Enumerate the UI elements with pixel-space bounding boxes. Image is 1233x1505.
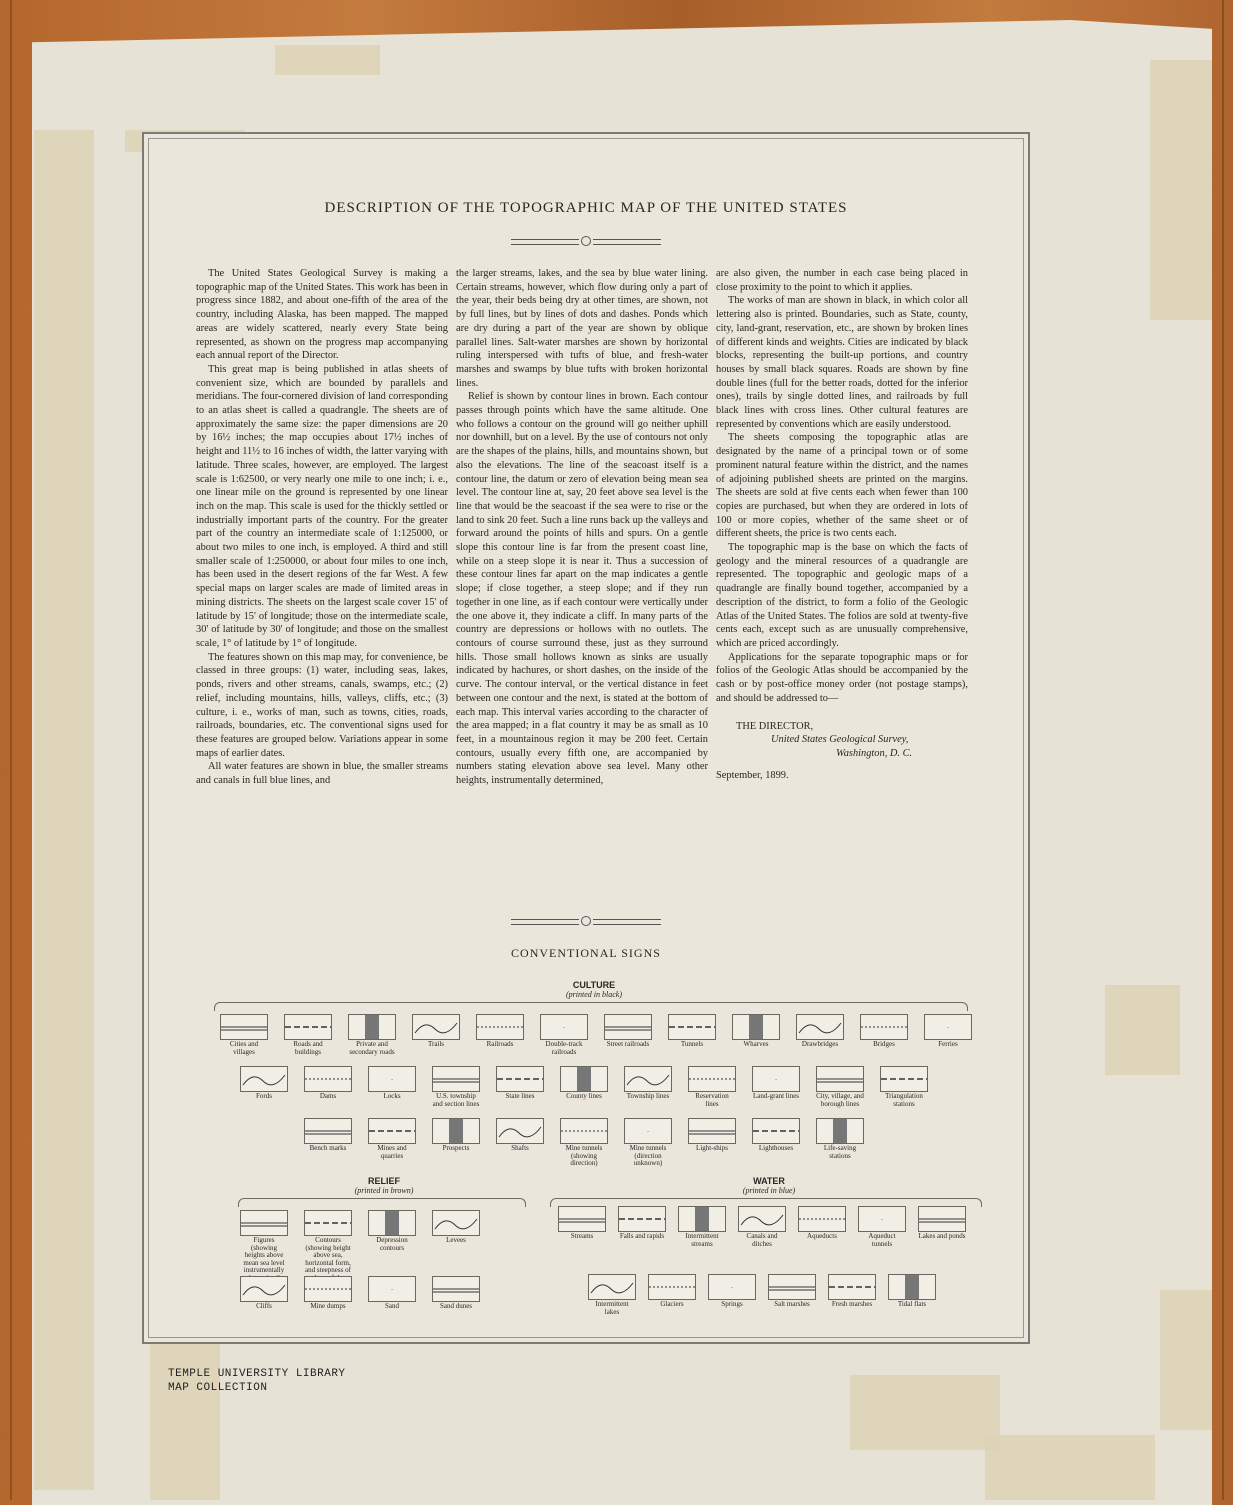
sign-label: Double-track railroads bbox=[545, 1040, 583, 1056]
svg-text:·: · bbox=[774, 1076, 778, 1084]
sign-symbol-icon bbox=[798, 1206, 846, 1232]
tape-strip bbox=[275, 45, 380, 75]
conventional-sign bbox=[678, 1206, 726, 1248]
sign-symbol-icon bbox=[924, 1014, 972, 1040]
sign-label: Private and secondary roads bbox=[349, 1040, 395, 1056]
sign-symbol-icon bbox=[752, 1118, 800, 1144]
sign-symbol-icon bbox=[432, 1066, 480, 1092]
conventional-sign bbox=[816, 1066, 864, 1108]
relief-heading: RELIEF (printed in brown) bbox=[354, 1176, 414, 1195]
conventional-sign bbox=[588, 1274, 636, 1316]
sign-label: Lakes and ponds bbox=[918, 1232, 966, 1240]
sign-symbol-icon bbox=[648, 1274, 696, 1300]
conventional-sign bbox=[888, 1274, 936, 1309]
conventional-sign bbox=[240, 1066, 288, 1101]
paragraph: The topographic map is the base on which the facts of geology and the mineral resources of a quadrangle are represented. The topographic and geologic maps of a quadrangle are finally bound together, accompanied by a description of the district, to form a folio of the Geologic Atlas of the United States. The folios are sold at twenty-five cents each, except such as are unusually comprehensive, which are priced accordingly. bbox=[716, 542, 968, 649]
credit-line-2: MAP COLLECTION bbox=[168, 1382, 268, 1394]
text-column-3 bbox=[716, 267, 968, 782]
sign-symbol-icon bbox=[688, 1066, 736, 1092]
sign-symbol-icon bbox=[588, 1274, 636, 1300]
sign-label: Springs bbox=[721, 1300, 743, 1308]
conventional-sign bbox=[304, 1066, 352, 1101]
paragraph: All water features are shown in blue, the smaller streams and canals in full blue lines, and bbox=[196, 761, 448, 787]
sign-symbol-icon bbox=[304, 1118, 352, 1144]
relief-brace bbox=[238, 1198, 526, 1207]
sign-label: Triangulation stations bbox=[885, 1092, 923, 1108]
conventional-sign bbox=[240, 1210, 288, 1282]
signature-date: September, 1899. bbox=[716, 769, 789, 781]
paragraph: are also given, the number in each case being placed in close proximity to the point to which it applies. bbox=[716, 268, 968, 293]
sign-label: Locks bbox=[383, 1092, 401, 1100]
conventional-sign bbox=[220, 1014, 268, 1056]
conventional-sign bbox=[858, 1206, 906, 1248]
sign-label: County lines bbox=[566, 1092, 602, 1100]
sign-label: Fresh marshes bbox=[831, 1300, 873, 1308]
conventional-sign bbox=[752, 1066, 800, 1101]
sign-label: Prospects bbox=[442, 1144, 470, 1152]
conventional-sign bbox=[368, 1276, 416, 1311]
sign-symbol-icon bbox=[888, 1274, 936, 1300]
sign-symbol-icon bbox=[918, 1206, 966, 1232]
sign-label: Mine tunnels (showing direction) bbox=[565, 1144, 603, 1167]
conventional-sign bbox=[828, 1274, 876, 1309]
svg-text:·: · bbox=[730, 1284, 734, 1292]
sign-label: Tidal flats bbox=[897, 1300, 927, 1308]
conventional-sign bbox=[648, 1274, 696, 1309]
conventional-sign bbox=[738, 1206, 786, 1248]
paragraph: The works of man are shown in black, in which color all lettering also is printed. Boundaries, such as State, county, city, land-grant, reservation, etc., are shown by broken lines of different kinds and weights. Cities are indicated by black blocks, representing the built-up portions, and country houses by small black squares. Roads are shown by fine double lines (full for the better roads, dotted for the inferior ones), trails by single dotted lines, and railroads by full black lines with cross lines. Other cultural features are represented by conventions which are easily understood. bbox=[716, 295, 968, 430]
ornament-divider bbox=[511, 236, 661, 248]
conventional-sign bbox=[368, 1118, 416, 1160]
sign-label: State lines bbox=[505, 1092, 535, 1100]
signature-addressee: THE DIRECTOR, bbox=[736, 720, 814, 732]
sign-symbol-icon bbox=[880, 1066, 928, 1092]
paragraph: Applications for the separate topographic maps or for folios of the Geologic Atlas should be accompanied by the cash or by post-office money order (not postage stamps), and should be addressed to— bbox=[716, 651, 968, 704]
conventional-sign bbox=[752, 1118, 800, 1153]
conventional-sign bbox=[560, 1066, 608, 1101]
conventional-sign bbox=[496, 1118, 544, 1153]
sign-symbol-icon bbox=[368, 1210, 416, 1236]
sign-label: Township lines bbox=[626, 1092, 670, 1100]
sign-symbol-icon bbox=[348, 1014, 396, 1040]
tape-strip bbox=[1160, 1290, 1212, 1430]
conventional-sign bbox=[618, 1206, 666, 1241]
conventional-sign bbox=[918, 1206, 966, 1241]
sign-symbol-icon bbox=[476, 1014, 524, 1040]
sign-label: Aqueducts bbox=[807, 1232, 837, 1240]
sign-symbol-icon bbox=[560, 1118, 608, 1144]
conventional-signs-title: CONVENTIONAL SIGNS bbox=[511, 946, 661, 960]
conventional-sign bbox=[798, 1206, 846, 1241]
sign-symbol-icon bbox=[624, 1118, 672, 1144]
sign-symbol-icon bbox=[678, 1206, 726, 1232]
conventional-sign bbox=[304, 1118, 352, 1153]
svg-text:·: · bbox=[946, 1024, 950, 1032]
tape-strip bbox=[985, 1435, 1155, 1500]
sign-label: Contours (showing height above sea, horizontal form, and steepness of bbox=[305, 1236, 351, 1274]
paragraph: The sheets composing the topographic atlas are designated by the name of a principal town or of some prominent natural feature within the district, and the names of adjoining published sheets are printed on the margins. The sheets are sold at five cents each when fewer than 100 copies are purchased, but when they are ordered in lots of 100 or more copies, whether of the same sheet or of different sheets, the price is two cents each. bbox=[716, 432, 968, 540]
conventional-sign bbox=[240, 1276, 288, 1311]
sign-label: Falls and rapids bbox=[619, 1232, 665, 1240]
sign-symbol-icon bbox=[558, 1206, 606, 1232]
sign-symbol-icon bbox=[560, 1066, 608, 1092]
sign-label: Land-grant lines bbox=[752, 1092, 800, 1100]
sign-label: Bench marks bbox=[309, 1144, 347, 1152]
sign-symbol-icon bbox=[708, 1274, 756, 1300]
sign-label: Fords bbox=[256, 1092, 272, 1100]
sign-label: Bridges bbox=[873, 1040, 895, 1048]
conventional-sign bbox=[688, 1066, 736, 1108]
tape-strip bbox=[150, 1320, 220, 1500]
conventional-sign bbox=[732, 1014, 780, 1049]
sign-symbol-icon bbox=[668, 1014, 716, 1040]
sign-label: Railroads bbox=[486, 1040, 514, 1048]
svg-text:·: · bbox=[880, 1216, 884, 1224]
conventional-sign bbox=[624, 1066, 672, 1101]
text-column-1 bbox=[196, 267, 448, 788]
sign-label: Roads and buildings bbox=[293, 1040, 323, 1056]
credit-line-1: TEMPLE UNIVERSITY LIBRARY bbox=[168, 1368, 346, 1380]
document-frame bbox=[142, 132, 1030, 1344]
sign-symbol-icon bbox=[240, 1276, 288, 1302]
conventional-sign bbox=[284, 1014, 332, 1056]
sign-label: Salt marshes bbox=[774, 1300, 810, 1308]
sign-symbol-icon bbox=[432, 1118, 480, 1144]
sign-label: Shafts bbox=[511, 1144, 529, 1152]
conventional-sign bbox=[558, 1206, 606, 1241]
tape-strip bbox=[1105, 985, 1180, 1075]
paragraph: The United States Geological Survey is making a topographic map of the United States. This work has been in progress since 1882, and about one-fifth of the area of the country, including Alaska, has been mapped. The mapped areas are widely scattered, nearly every State being represented, as shown on the progress map accompanying each annual report of the Director. bbox=[196, 268, 448, 362]
sign-label: U.S. township and section lines bbox=[432, 1092, 480, 1108]
sign-symbol-icon bbox=[828, 1274, 876, 1300]
sign-label: Intermittent streams bbox=[685, 1232, 719, 1248]
sign-symbol-icon bbox=[496, 1118, 544, 1144]
conventional-sign bbox=[708, 1274, 756, 1309]
sign-label: Street railroads bbox=[606, 1040, 650, 1048]
sign-symbol-icon bbox=[412, 1014, 460, 1040]
conventional-sign bbox=[540, 1014, 588, 1056]
sign-symbol-icon bbox=[220, 1014, 268, 1040]
conventional-sign bbox=[624, 1118, 672, 1168]
page-title: DESCRIPTION OF THE TOPOGRAPHIC MAP OF THE UNITED STATES bbox=[324, 200, 848, 216]
sign-label: Glaciers bbox=[660, 1300, 684, 1308]
sign-symbol-icon bbox=[368, 1118, 416, 1144]
conventional-sign bbox=[560, 1118, 608, 1168]
conventional-sign bbox=[768, 1274, 816, 1309]
sign-label: Intermittent lakes bbox=[595, 1300, 629, 1316]
sign-label: Canals and ditches bbox=[746, 1232, 778, 1248]
sign-label: Dams bbox=[319, 1092, 337, 1100]
signature-place: Washington, D. C. bbox=[836, 747, 913, 759]
conventional-sign bbox=[796, 1014, 844, 1049]
sign-label: Mines and quarries bbox=[377, 1144, 407, 1160]
sign-label: City, village, and borough lines bbox=[816, 1092, 864, 1108]
conventional-sign bbox=[860, 1014, 908, 1049]
text-column-2 bbox=[456, 267, 708, 788]
sign-symbol-icon bbox=[816, 1066, 864, 1092]
sign-symbol-icon bbox=[368, 1066, 416, 1092]
sign-label: Trails bbox=[427, 1040, 445, 1048]
sign-label: Reservation lines bbox=[695, 1092, 729, 1108]
sign-symbol-icon bbox=[368, 1276, 416, 1302]
paragraph: The features shown on this map may, for convenience, be classed in three groups: (1) water, including seas, lakes, ponds, rivers and other streams, canals, swamps, etc.; (2) relief, including mountains, hills, valleys, cliffs, etc.; (3) culture, i. e., works of man, such as towns, cities, roads, railroads, boundaries, etc. The conventional signs used for these features are grouped below. Variations appear in some maps of earlier dates. bbox=[196, 651, 448, 759]
sign-label: Mine tunnels (direction unknown) bbox=[629, 1144, 667, 1167]
conventional-sign bbox=[412, 1014, 460, 1049]
tape-strip bbox=[1150, 60, 1212, 320]
conventional-sign bbox=[304, 1276, 352, 1311]
paragraph: the larger streams, lakes, and the sea by blue water lining. Certain streams, however, which flow during only a part of the year, their beds being dry at other times, are shown, not by full lines, but by lines of dots and dashes. Ponds which are dry during a part of the year are shown by oblique parallel lines. Salt-water marshes are shown by horizontal ruling interspersed with tufts of blue, and fresh-water marshes and swamps by blue tufts with broken horizontal lines. bbox=[456, 268, 708, 389]
sign-label: Cliffs bbox=[256, 1302, 272, 1310]
sign-label: Levees bbox=[446, 1236, 466, 1244]
tape-strip bbox=[850, 1375, 1000, 1450]
sign-symbol-icon bbox=[858, 1206, 906, 1232]
sign-symbol-icon bbox=[604, 1014, 652, 1040]
sign-symbol-icon bbox=[304, 1066, 352, 1092]
sign-symbol-icon bbox=[738, 1206, 786, 1232]
sign-symbol-icon bbox=[432, 1276, 480, 1302]
paragraph: Relief is shown by contour lines in brown. Each contour passes through points which have the same altitude. One who follows a contour on the ground will go neither uphill nor downhill, but on a level. By the use of contours not only are the shapes of the plains, hills, and mountains shown, but also the elevations. The line of the seacoast itself is a contour line, the datum or zero of elevation being mean sea level. The contour line at, say, 20 feet above sea level is the line that would be the seacoast if the sea were to rise or the land to sink 20 feet. Such a line runs back up the valleys and forward around the points of hills and spurs. On a gentle slope this contour line is far from the present coast line, while on a steep slope it is near it. Thus a succession of these contour lines far apart on the map indicates a gentle slope; if close together, a steep slope; and if they run together in one line, as if each contour were vertically under the one above it, they indicate a cliff. In many parts of the country are depressions or hollows with no outlets. The contours of course surround these, just as they surround hills. Those small hollows known as sinks are usually indicated by hachures, or short dashes, on the inside of the curve. The contour interval, or the vertical distance in feet between one contour and the next, is stated at the bottom of each map. This interval varies according to the character of the area mapped; in a flat country it may be as small as 10 feet, in a mountainous region it may be 200 feet. Certain contours, usually every fifth one, are accompanied by numbers stating elevation above sea level. Many other heights, instrumentally determined, bbox=[456, 391, 708, 787]
library-credit-stamp bbox=[168, 1367, 346, 1395]
sign-label: Streams bbox=[570, 1232, 594, 1240]
conventional-sign bbox=[924, 1014, 972, 1049]
sign-symbol-icon bbox=[618, 1206, 666, 1232]
conventional-sign bbox=[816, 1118, 864, 1160]
conventional-sign bbox=[688, 1118, 736, 1153]
water-heading: WATER (printed in blue) bbox=[742, 1176, 796, 1195]
sign-symbol-icon bbox=[304, 1276, 352, 1302]
sign-label: Aqueduct tunnels bbox=[868, 1232, 896, 1248]
svg-text:·: · bbox=[646, 1128, 650, 1136]
sign-label: Ferries bbox=[938, 1040, 958, 1048]
conventional-sign bbox=[668, 1014, 716, 1049]
conventional-sign bbox=[432, 1276, 480, 1311]
culture-brace bbox=[214, 1002, 968, 1011]
signature-org: United States Geological Survey, bbox=[771, 734, 909, 746]
conventional-sign bbox=[604, 1014, 652, 1049]
sign-symbol-icon bbox=[816, 1118, 864, 1144]
sign-symbol-icon bbox=[284, 1014, 332, 1040]
conventional-sign bbox=[368, 1066, 416, 1101]
conventional-sign bbox=[476, 1014, 524, 1049]
sign-symbol-icon bbox=[732, 1014, 780, 1040]
tape-strip bbox=[34, 130, 94, 1490]
sign-label: Tunnels bbox=[680, 1040, 704, 1048]
ornament-divider bbox=[511, 916, 661, 928]
sign-symbol-icon bbox=[432, 1210, 480, 1236]
conventional-sign bbox=[432, 1066, 480, 1108]
sign-label: Wharves bbox=[743, 1040, 769, 1048]
svg-text:·: · bbox=[390, 1076, 394, 1084]
svg-text:·: · bbox=[390, 1286, 394, 1294]
sign-symbol-icon bbox=[240, 1210, 288, 1236]
conventional-sign bbox=[496, 1066, 544, 1101]
sign-symbol-icon bbox=[768, 1274, 816, 1300]
sign-label: Light-ships bbox=[696, 1144, 728, 1152]
sign-symbol-icon bbox=[860, 1014, 908, 1040]
sign-label: Sand bbox=[385, 1302, 399, 1310]
sign-symbol-icon bbox=[624, 1066, 672, 1092]
sign-label: Figures (showing heights above mean sea level instrumentally bbox=[243, 1236, 285, 1274]
sign-symbol-icon bbox=[304, 1210, 352, 1236]
conventional-sign bbox=[432, 1210, 480, 1245]
culture-heading: CULTURE (printed in black) bbox=[566, 980, 622, 999]
sign-label: Cities and villages bbox=[229, 1040, 259, 1056]
sign-label: Mine dumps bbox=[310, 1302, 346, 1310]
sign-symbol-icon bbox=[752, 1066, 800, 1092]
sign-symbol-icon bbox=[540, 1014, 588, 1040]
sign-symbol-icon bbox=[796, 1014, 844, 1040]
conventional-sign bbox=[368, 1210, 416, 1252]
sign-symbol-icon bbox=[688, 1118, 736, 1144]
sign-label: Drawbridges bbox=[801, 1040, 839, 1048]
conventional-sign bbox=[432, 1118, 480, 1153]
sign-label: Sand dunes bbox=[439, 1302, 473, 1310]
sign-label: Lighthouses bbox=[758, 1144, 794, 1152]
sign-label: Depression contours bbox=[376, 1236, 408, 1252]
svg-text:·: · bbox=[562, 1024, 566, 1032]
sign-label: Life-saving stations bbox=[823, 1144, 857, 1160]
paragraph: This great map is being published in atlas sheets of convenient size, which are bounded by parallels and meridians. The four-cornered division of land corresponding to an atlas sheet is called a quadrangle. The sheets are of approximately the same size: the paper dimensions are 20 by 16½ inches; the map occupies about 17½ inches of height and 11½ to 16 inches of width, the latter varying with latitude. Three scales, however, are employed. The largest scale is 1:62500, or very nearly one mile to one inch; i. e., one linear mile on the ground is represented by one linear inch on the map. This scale is used for the thickly settled or industrially important parts of the country. For the greater part of the country an intermediate scale of 1:125000, or about two miles to one inch, is employed. A third and still smaller scale of 1:250000, or about four miles to one inch, has been used in the desert regions of the far West. A few special maps on larger scales are made of limited areas in mining districts. The sheets on the largest scale cover 15' of latitude by 15' of longitude; those on the intermediate scale, 30' of latitude by 30' of longitude; and those on the smallest scale, 1° of latitude by 1° of longitude. bbox=[196, 363, 448, 649]
conventional-sign bbox=[880, 1066, 928, 1108]
conventional-sign bbox=[348, 1014, 396, 1056]
sign-symbol-icon bbox=[496, 1066, 544, 1092]
sign-symbol-icon bbox=[240, 1066, 288, 1092]
